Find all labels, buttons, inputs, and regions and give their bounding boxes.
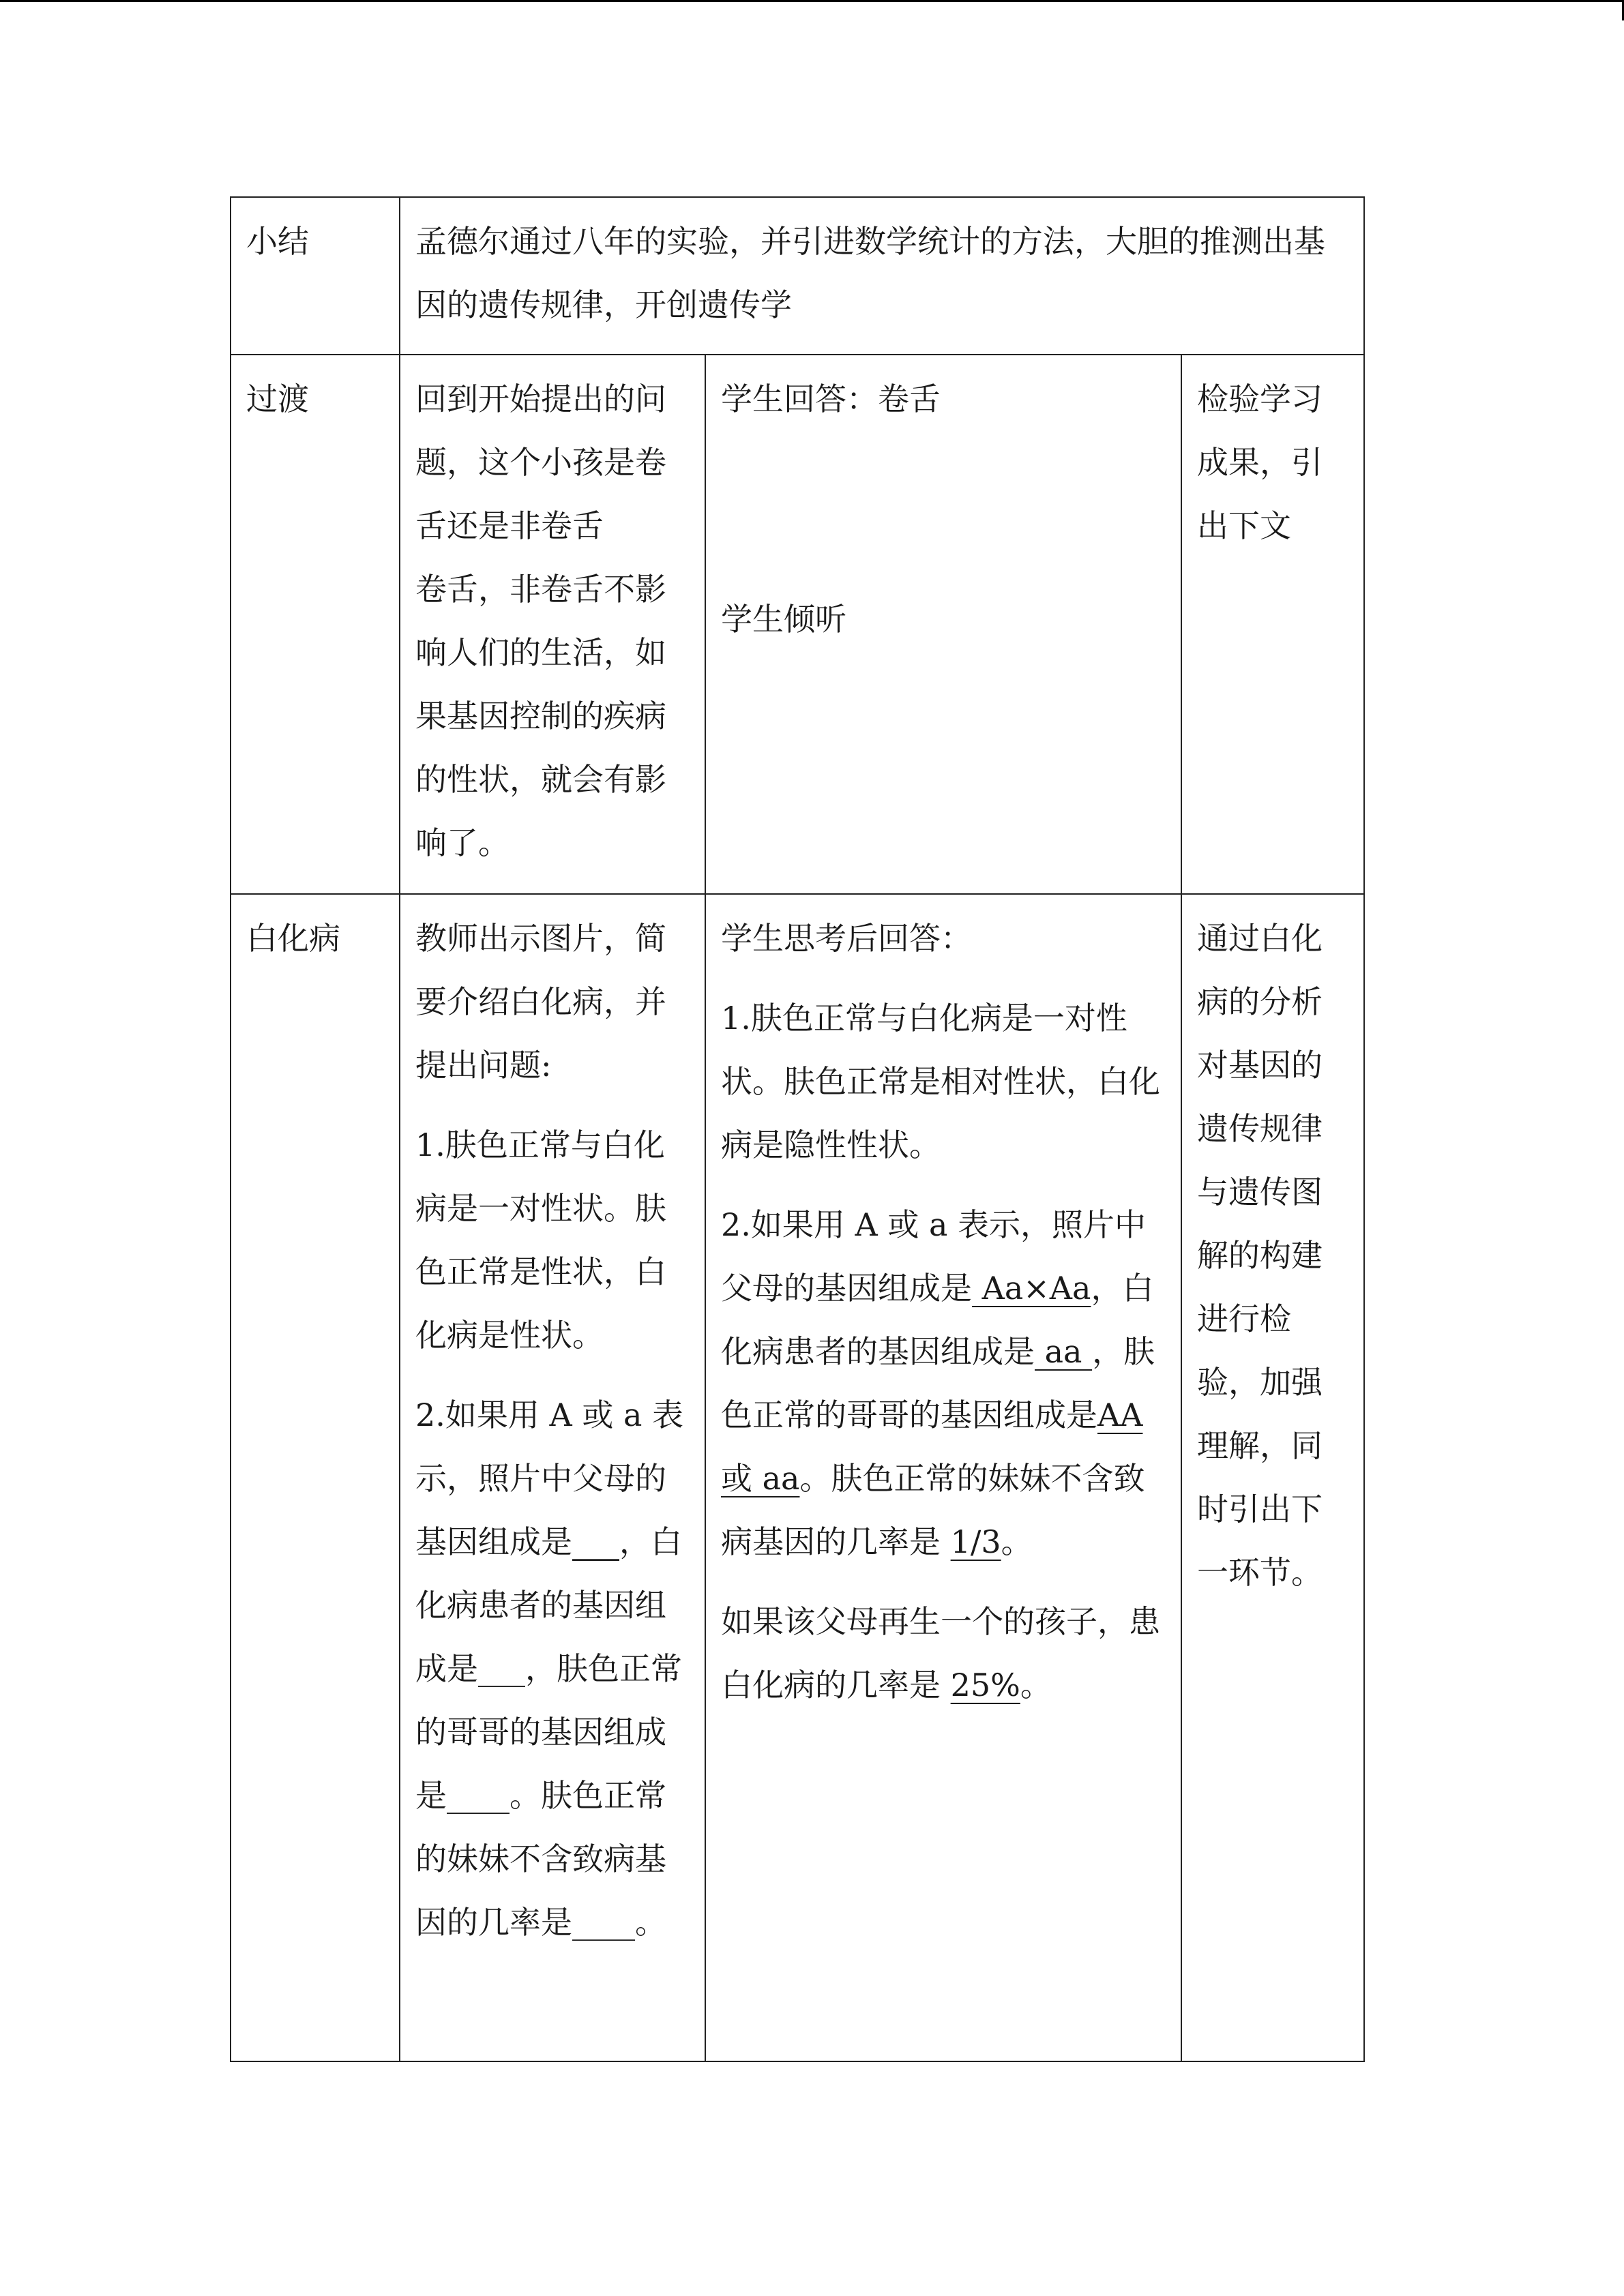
q2-blank-brother: ____ [447, 1777, 510, 1814]
lesson-plan-table [230, 196, 1365, 2062]
transition-purpose: 检验学习成果，引出下文 [1197, 381, 1323, 544]
a3-text-a: 如果该父母再生一个的孩子，患白化病的几率是 [721, 1603, 1160, 1703]
q2-text-e: 。 [635, 1904, 666, 1941]
transition-student-cell [705, 355, 1181, 894]
albinism-student-cell [705, 894, 1181, 2061]
q2-text-a: 2.如果用 A 或 a 表示，照片中父母的基因组成是 [415, 1397, 684, 1560]
albinism-teacher-cell [400, 894, 705, 2061]
a2-answer-parents: Aa×Aa [972, 1270, 1091, 1307]
q2-text-b: ，白化病患者的基因组成是 [415, 1523, 682, 1687]
transition-student-listen: 学生倾听 [721, 601, 846, 638]
summary-content-cell [400, 197, 1364, 355]
albinism-student-intro: 学生思考后回答： [721, 920, 972, 957]
a2-text-c: ，肤色正常的哥哥的基因组成是 [721, 1333, 1155, 1433]
albinism-purpose: 通过白化病的分析对基因的遗传规律与遗传图解的构建进行检验，加强理解，同时引出下一环节。 [1197, 920, 1323, 1591]
a2-text-b: ，白化病患者的基因组成是 [721, 1270, 1154, 1370]
q2-blank-sister: ____ [572, 1904, 635, 1941]
table-row-transition [231, 355, 1364, 894]
albinism-teacher-q1: 1.肤色正常与白化病是一对性状。肤色正常是性状，白化病是性状。 [415, 1127, 666, 1354]
table-row-summary [231, 197, 1364, 355]
page-top-border [0, 0, 1624, 2]
q2-text-d: 。肤色正常的妹妹不含致病基因的几率是 [415, 1777, 666, 1941]
albinism-label: 白化病 [246, 920, 340, 957]
q2-blank-patient: ___ [478, 1650, 525, 1687]
albinism-teacher-q2 [415, 1384, 691, 1954]
a2-text-a: 2.如果用 A 或 a 表示，照片中父母的基因组成是 [721, 1206, 1147, 1307]
a2-answer-patient: aa [1035, 1333, 1093, 1370]
albinism-purpose-cell [1181, 894, 1364, 2061]
transition-teacher-cell [400, 355, 705, 894]
q2-blank-parents: ___ [572, 1523, 619, 1560]
transition-label-cell [231, 355, 400, 894]
a2-answer-brother: AA 或 aa [721, 1397, 1143, 1497]
albinism-student-a2 [721, 1193, 1167, 1574]
a2-text-d: 。肤色正常的妹妹不含致病基因的几率是 [721, 1460, 1145, 1560]
albinism-student-a1: 1.肤色正常与白化病是一对性状。肤色正常是相对性状，白化病是隐性性状。 [721, 1000, 1160, 1163]
transition-teacher-text: 回到开始提出的问题，这个小孩是卷舌还是非卷舌 卷舌，非卷舌不影响人们的生活，如果基因控制的疾病的性状，就会有影响了。 [415, 381, 666, 861]
transition-student-answer: 学生回答：卷舌 [721, 381, 941, 417]
summary-content: 孟德尔通过八年的实验，并引进数学统计的方法，大胆的推测出基因的遗传规律，开创遗传学 [415, 223, 1325, 323]
q2-text-c: ，肤色正常的哥哥的基因组成是 [415, 1650, 682, 1814]
table-row-albinism [231, 894, 1364, 2061]
a3-text-b: 。 [1020, 1667, 1052, 1703]
transition-label: 过渡 [246, 381, 309, 417]
a2-answer-sister: 1/3 [950, 1523, 1001, 1560]
a2-text-e: 。 [1001, 1523, 1033, 1560]
transition-spacer [721, 431, 1167, 588]
summary-label: 小结 [246, 223, 309, 260]
albinism-student-a3 [721, 1590, 1167, 1717]
albinism-teacher-intro: 教师出示图片，简要介绍白化病，并提出问题: [415, 920, 666, 1084]
albinism-label-cell [231, 894, 400, 2061]
summary-label-cell [231, 197, 400, 355]
transition-purpose-cell [1181, 355, 1364, 894]
a3-answer-rate: 25% [950, 1667, 1020, 1703]
